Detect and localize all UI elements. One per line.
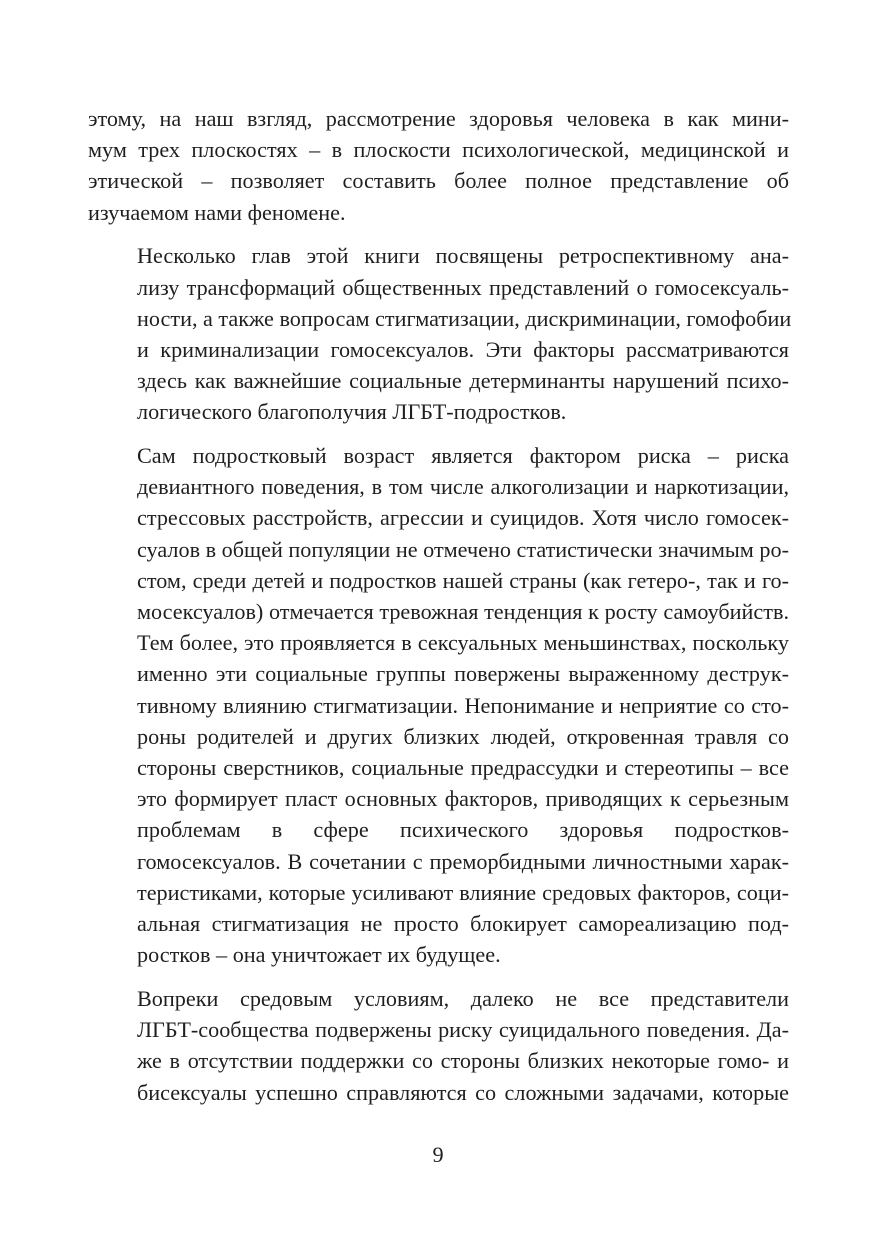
paragraph-3 — [88, 440, 789, 970]
text-line: ности, а также вопросам стигматизации, дискриминации, гомофобии — [137, 305, 792, 331]
text-line: проблемам в сфере психического здоровья подростков- — [137, 817, 789, 843]
text-line: мум трех плоскостях – в плоскости психологической, медицинской и — [88, 137, 789, 163]
text-line: это формирует пласт основных факторов, приводящих к серьезным — [137, 786, 789, 812]
body-text — [88, 103, 792, 1108]
text-line: гомосексуалов. В сочетании с преморбидными личностными харак- — [137, 848, 789, 874]
text-line: здесь как важнейшие социальные детерминанты нарушений психо- — [137, 368, 789, 394]
text-line: ЛГБТ-сообщества подвержены риску суицидального поведения. Да- — [137, 1017, 789, 1043]
paragraph-4 — [88, 983, 789, 1108]
text-line: Несколько глав этой книги посвящены ретроспективному ана- — [137, 243, 789, 269]
text-line: Вопреки средовым условиям, далеко не все представители — [137, 985, 789, 1011]
text-line: и криминализации гомосексуалов. Эти факторы рассматриваются — [137, 336, 789, 362]
text-line: Тем более, это проявляется в сексуальных меньшинствах, поскольку — [137, 630, 789, 656]
text-line: девиантного поведения, в том числе алкоголизации и наркотизации, — [137, 474, 789, 500]
text-line: бисексуалы успешно справляются со сложными задачами, которые — [137, 1079, 789, 1105]
paragraph-2 — [88, 240, 792, 427]
text-line: тивному влиянию стигматизации. Непонимание и неприятие со сто- — [137, 692, 789, 718]
text-line: лизу трансформаций общественных представлений о гомосексуаль- — [137, 274, 789, 300]
text-line: этической – позволяет составить более полное представление об — [88, 168, 789, 194]
text-line: альная стигматизация не просто блокирует самореализацию под- — [137, 911, 789, 937]
page-number: 9 — [432, 1142, 444, 1167]
text-line: суалов в общей популяции не отмечено статистически значимым ро- — [137, 536, 789, 562]
text-line: стороны сверстников, социальные предрассудки и стереотипы – все — [137, 755, 789, 781]
text-line: стом, среди детей и подростков нашей страны (как гетеро-, так и го- — [137, 567, 789, 593]
text-line: ростков – она уничтожает их будущее. — [137, 942, 501, 968]
text-line: Сам подростковый возраст является фактором риска – риска — [137, 443, 789, 469]
text-line: изучаемом нами феномене. — [88, 199, 346, 225]
text-line: же в отсутствии поддержки со стороны близких некоторые гомо- и — [137, 1048, 789, 1074]
text-line: мосексуалов) отмечается тревожная тенденция к росту самоубийств. — [137, 599, 789, 625]
text-line: логического благополучия ЛГБТ-подростков. — [137, 399, 567, 425]
text-line: роны родителей и других близких людей, откровенная травля со — [137, 723, 789, 749]
text-line: этому, на наш взгляд, рассмотрение здоровья человека в как мини- — [88, 106, 789, 131]
paragraph-1 — [88, 103, 789, 228]
text-line: теристиками, которые усиливают влияние средовых факторов, соци- — [137, 879, 789, 905]
text-line: именно эти социальные группы повержены выраженному деструк- — [137, 661, 789, 687]
text-line: стрессовых расстройств, агрессии и суицидов. Хотя число гомосек- — [137, 505, 789, 531]
